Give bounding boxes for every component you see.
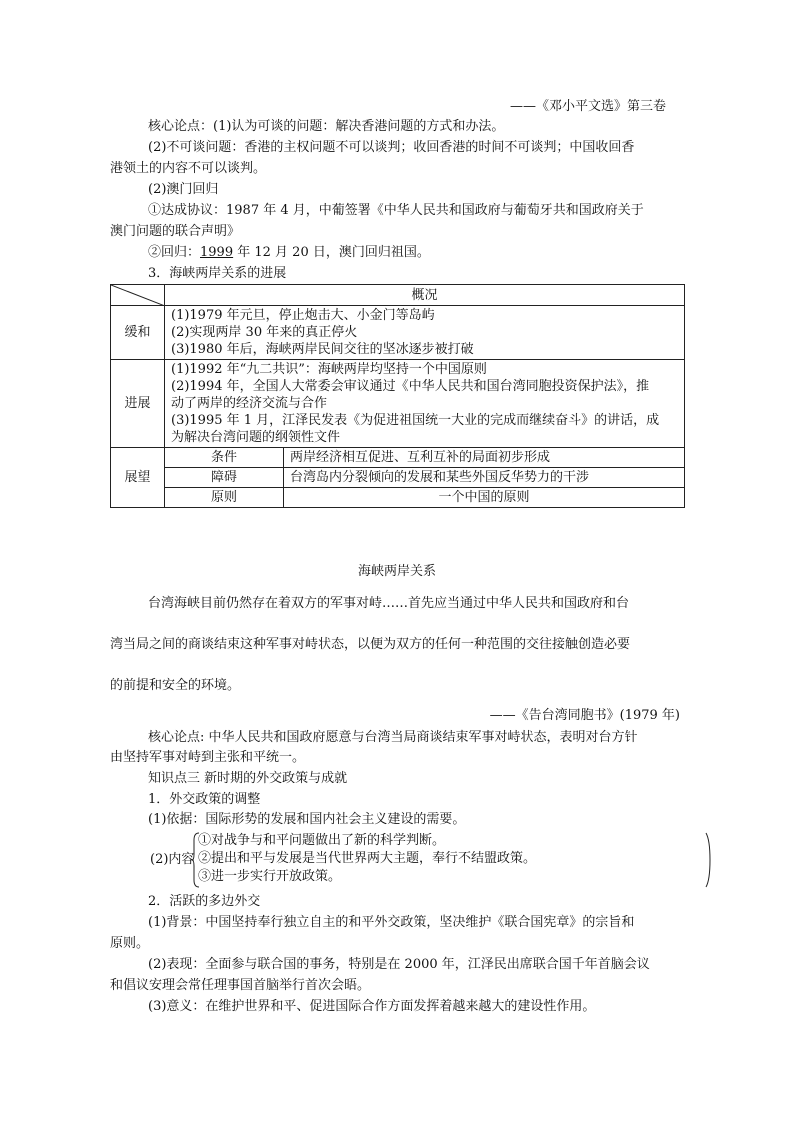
content-items bbox=[198, 832, 536, 886]
row-label-easing: 缓和 bbox=[111, 306, 165, 360]
easing-line-1: (1)1979 年元旦，停止炮击大、小金门等岛屿 bbox=[171, 308, 435, 323]
table-row-easing bbox=[111, 306, 685, 360]
macau-return bbox=[148, 244, 430, 262]
content-item-2 bbox=[198, 850, 536, 868]
material-source: ——《告台湾同胞书》(1979 年) bbox=[489, 708, 680, 723]
hk-non-negotiable-line1: (2)不可谈问题：香港的主权问题不可以谈判；收回香港的时间不可谈判；中国收回香 bbox=[148, 140, 635, 155]
material-core-line2: 由坚持军事对峙到主张和平统一。 bbox=[110, 750, 306, 765]
content-item-1: ①对战争与和平问题做出了新的科学判断。 bbox=[198, 833, 446, 848]
performance-line1: (2)表现：全面参与联合国的事务，特别是在 2000 年，江泽民出席联合国千年首脑会议 bbox=[148, 957, 650, 972]
content-item-3: ③进一步实行开放政策。 bbox=[198, 869, 342, 884]
outlook-principle-name: 原则 bbox=[165, 488, 284, 508]
material-para-line1: 台湾海峡目前仍然存在着双方的军事对峙……首先应当通过中华人民共和国政府和台 bbox=[148, 596, 630, 611]
table-row-outlook-condition bbox=[111, 448, 685, 468]
easing-line-2: (2)实现两岸 30 年来的真正停火 bbox=[171, 325, 358, 340]
progress-line-2: (2)1994 年，全国人大常委会审议通过《中华人民共和国台湾同胞投资保护法》，推 bbox=[171, 379, 650, 394]
outlook-obstacle-value: 台湾岛内分裂倾向的发展和某些外国反华势力的干涉 bbox=[284, 468, 685, 488]
knowledge-point-heading: 知识点三 新时期的外交政策与成就 bbox=[148, 771, 348, 786]
table-row-progress bbox=[111, 360, 685, 448]
macau-return-suffix: 年 12 月 20 日，澳门回归祖国。 bbox=[233, 245, 430, 260]
outlook-condition-value: 两岸经济相互促进、互利互补的局面初步形成 bbox=[284, 448, 685, 468]
outlook-condition-name: 条件 bbox=[165, 448, 284, 468]
outlook-principle-value: 一个中国的原则 bbox=[284, 488, 685, 508]
row-content-progress bbox=[165, 360, 685, 448]
table-header-row bbox=[111, 285, 685, 306]
table-header: 概况 bbox=[165, 285, 685, 306]
performance-line2: 和倡议安理会常任理事国首脑举行首次会晤。 bbox=[110, 978, 371, 993]
progress-line-4: (3)1995 年 1 月，江泽民发表《为促进祖国统一大业的完成而继续奋斗》的讲话，成 bbox=[171, 413, 660, 428]
source-citation: ——《邓小平文选》第三卷 bbox=[509, 99, 666, 114]
material-para-line3: 的前提和安全的环境。 bbox=[110, 678, 241, 693]
row-label-progress: 进展 bbox=[111, 360, 165, 448]
hk-core-point: 核心论点：(1)认为可谈的问题：解决香港问题的方式和办法。 bbox=[148, 119, 505, 134]
significance-line: (3)意义：在维护世界和平、促进国际合作方面发挥着越来越大的建设性作用。 bbox=[148, 999, 596, 1014]
progress-line-5: 为解决台湾问题的纲领性文件 bbox=[171, 430, 341, 445]
background-line1: (1)背景：中国坚持奉行独立自主的和平外交政策，坚决维护《联合国宪章》的宗旨和 bbox=[148, 915, 635, 930]
basis-line: (1)依据：国际形势的发展和国内社会主义建设的需要。 bbox=[148, 812, 466, 827]
progress-line-1: (1)1992 年“九二共识”：海峡两岸均坚持一个中国原则 bbox=[171, 362, 487, 377]
macau-return-year: 1999 bbox=[200, 245, 234, 260]
cross-strait-table bbox=[110, 284, 685, 508]
outlook-obstacle-name: 障碍 bbox=[165, 468, 284, 488]
section-1-heading: 1．外交政策的调整 bbox=[148, 792, 261, 807]
macau-agreement-line1: ①达成协议：1987 年 4 月，中葡签署《中华人民共和国政府与葡萄牙共和国政府关于 bbox=[148, 203, 644, 218]
macau-agreement-line2: 澳门问题的联合声明》 bbox=[110, 224, 241, 239]
diagonal-line bbox=[111, 285, 165, 306]
content-label: (2)内容 bbox=[150, 852, 195, 867]
easing-line-3: (3)1980 年后，海峡两岸民间交往的坚冰逐步被打破 bbox=[171, 342, 474, 357]
diagonal-header-cell bbox=[111, 285, 165, 306]
row-label-outlook: 展望 bbox=[111, 448, 165, 508]
right-bracket-icon bbox=[705, 832, 713, 888]
cross-strait-heading: 3．海峡两岸关系的进展 bbox=[148, 266, 287, 281]
table-row-outlook-obstacle bbox=[111, 468, 685, 488]
macau-heading: (2)澳门回归 bbox=[148, 182, 219, 197]
background-line2: 原则。 bbox=[110, 936, 150, 951]
material-title: 海峡两岸关系 bbox=[357, 564, 436, 579]
material-core-line1: 核心论点: 中华人民共和国政府愿意与台湾当局商谈结束军事对峙状态，表明对台方针 bbox=[148, 730, 638, 745]
progress-line-3: 动了两岸的经济交流与合作 bbox=[171, 396, 328, 411]
hk-non-negotiable-line2: 港领土的内容不可以谈判。 bbox=[110, 161, 267, 176]
table-row-outlook-principle bbox=[111, 488, 685, 508]
macau-return-prefix: ②回归： bbox=[148, 245, 201, 260]
content-item-2-text: ②提出和平与发展是当代世界两大主题，奉行不结盟政策。 bbox=[198, 851, 537, 866]
material-para-line2: 湾当局之间的商谈结束这种军事对峙状态，以便为双方的任何一种范围的交往接触创造必要 bbox=[110, 637, 631, 652]
section-2-heading: 2．活跃的多边外交 bbox=[148, 894, 261, 909]
row-content-easing bbox=[165, 306, 685, 360]
